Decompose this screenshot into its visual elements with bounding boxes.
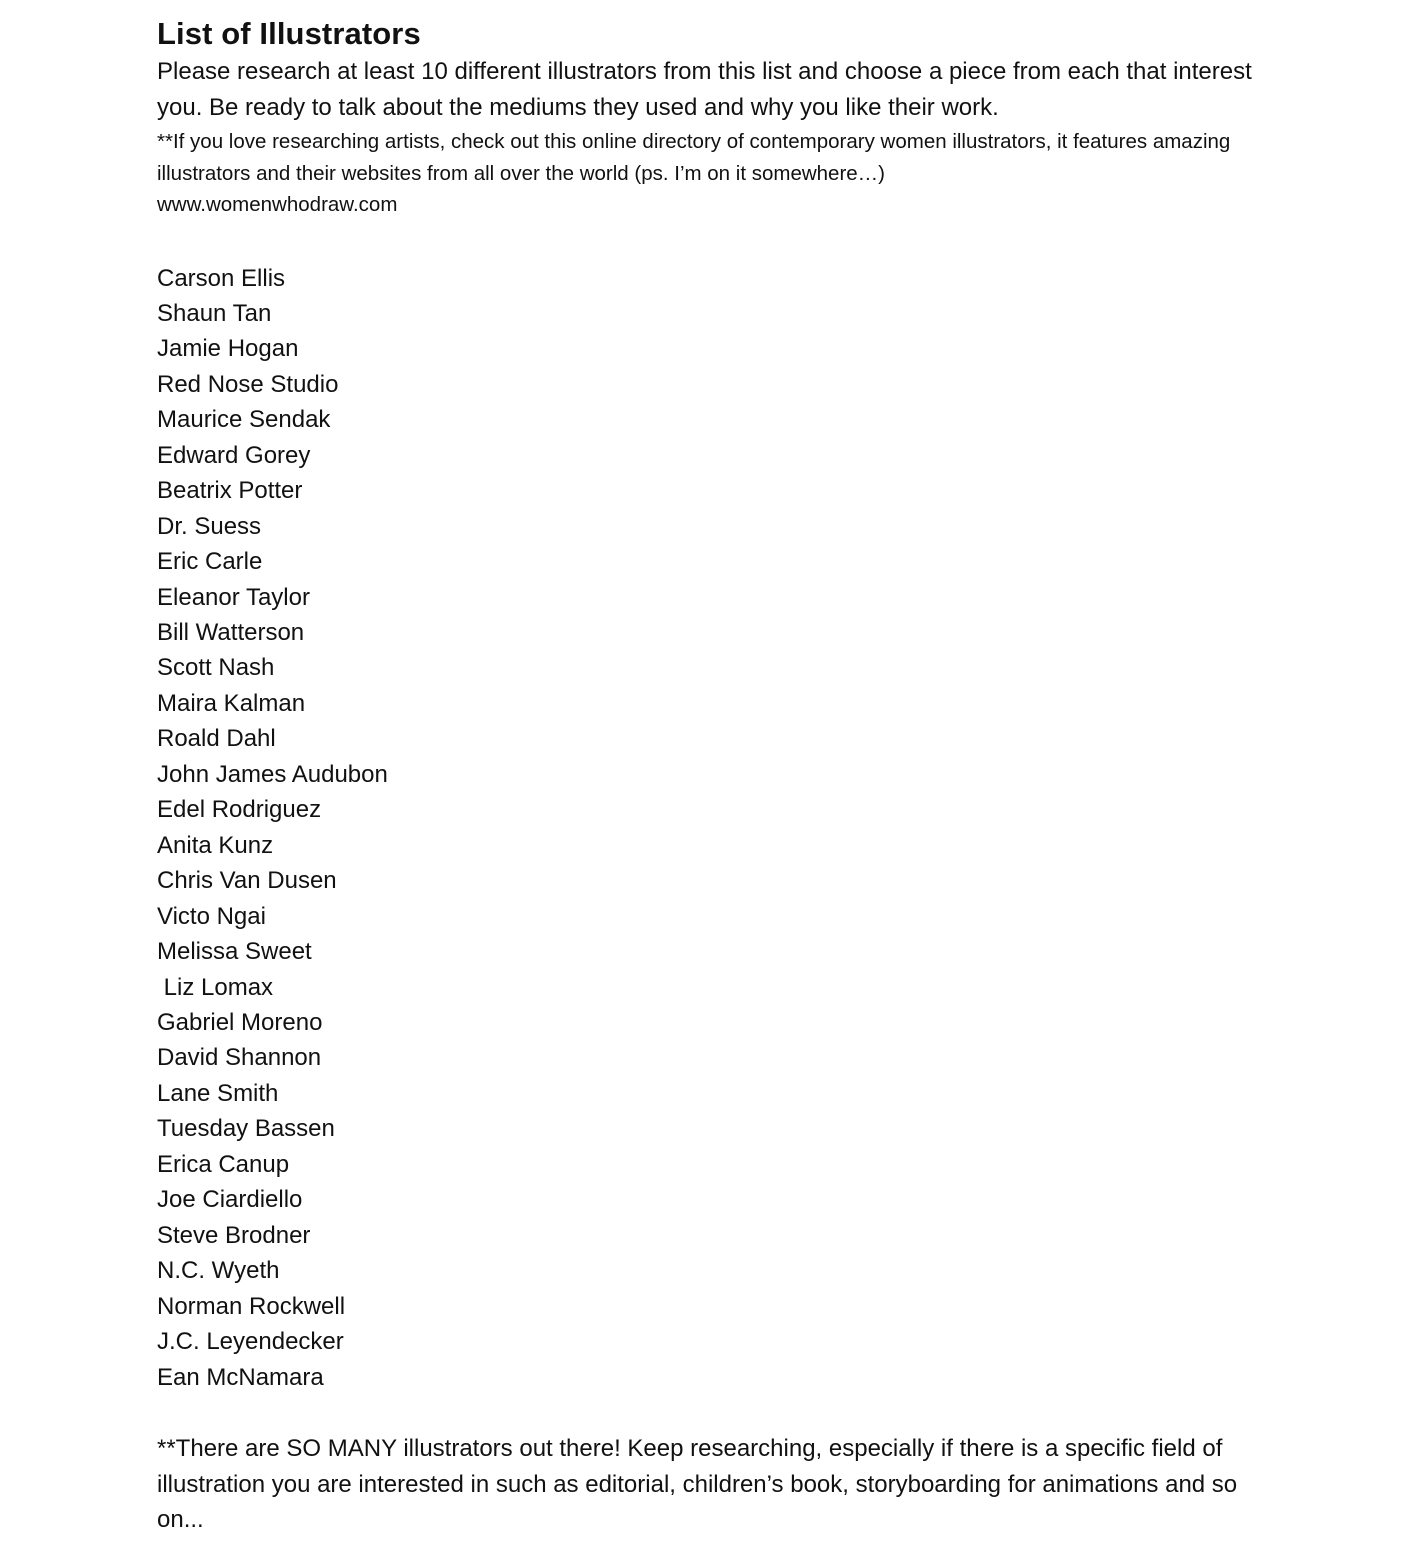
illustrator-list bbox=[157, 261, 1277, 1396]
illustrator-item: Lane Smith bbox=[157, 1079, 279, 1107]
illustrator-item: Maira Kalman bbox=[157, 689, 306, 717]
illustrator-item: Jamie Hogan bbox=[157, 335, 299, 363]
illustrator-item: Liz Lomax bbox=[157, 973, 274, 1001]
illustrator-item: Carson Ellis bbox=[157, 264, 286, 292]
illustrator-item: Roald Dahl bbox=[157, 725, 276, 753]
illustrator-item: Eric Carle bbox=[157, 548, 263, 576]
illustrator-item: Tuesday Bassen bbox=[157, 1115, 335, 1143]
illustrator-item: Erica Canup bbox=[157, 1150, 290, 1178]
illustrator-item: Edel Rodriguez bbox=[157, 796, 322, 824]
illustrator-item: Melissa Sweet bbox=[157, 938, 312, 966]
intro-paragraph: Please research at least 10 different illustrators from this list and choose a piece from each that interest you. Be ready to talk about the mediums they used and why you like their work. bbox=[157, 58, 1252, 121]
illustrator-item: Victo Ngai bbox=[157, 902, 266, 930]
illustrator-item: Beatrix Potter bbox=[157, 477, 303, 505]
illustrator-item: Joe Ciardiello bbox=[157, 1186, 303, 1214]
illustrator-item: N.C. Wyeth bbox=[157, 1257, 280, 1285]
document-page bbox=[157, 14, 1277, 1538]
illustrator-item: Anita Kunz bbox=[157, 831, 274, 859]
illustrator-item: David Shannon bbox=[157, 1044, 322, 1072]
illustrator-item: Steve Brodner bbox=[157, 1221, 311, 1249]
illustrator-item: Bill Watterson bbox=[157, 619, 305, 647]
illustrator-item: Scott Nash bbox=[157, 654, 275, 682]
directory-url: www.womenwhodraw.com bbox=[157, 193, 398, 216]
illustrator-item: Ean McNamara bbox=[157, 1363, 324, 1391]
illustrator-item: Shaun Tan bbox=[157, 299, 272, 327]
illustrator-item: Dr. Suess bbox=[157, 512, 262, 540]
closing-note: **There are SO MANY illustrators out there! Keep researching, especially if there is a specific field of illustration you are interested in such as editorial, children’s book, storyboarding for animations and so on... bbox=[157, 1435, 1238, 1533]
illustrator-item: Chris Van Dusen bbox=[157, 867, 337, 895]
illustrator-item: Red Nose Studio bbox=[157, 370, 339, 398]
illustrator-item: Eleanor Taylor bbox=[157, 583, 310, 611]
illustrator-item: Gabriel Moreno bbox=[157, 1009, 323, 1037]
directory-note: **If you love researching artists, check out this online directory of contemporary women illustrators, it features amazing illustrators and their websites from all over the world (ps. I’m on it somewhere…) bbox=[157, 130, 1231, 185]
illustrator-item: Norman Rockwell bbox=[157, 1292, 346, 1320]
illustrator-item: Maurice Sendak bbox=[157, 406, 331, 434]
page-title: List of Illustrators bbox=[157, 16, 421, 51]
illustrator-item: Edward Gorey bbox=[157, 441, 311, 469]
illustrator-item: John James Audubon bbox=[157, 760, 388, 788]
illustrator-item: J.C. Leyendecker bbox=[157, 1328, 344, 1356]
